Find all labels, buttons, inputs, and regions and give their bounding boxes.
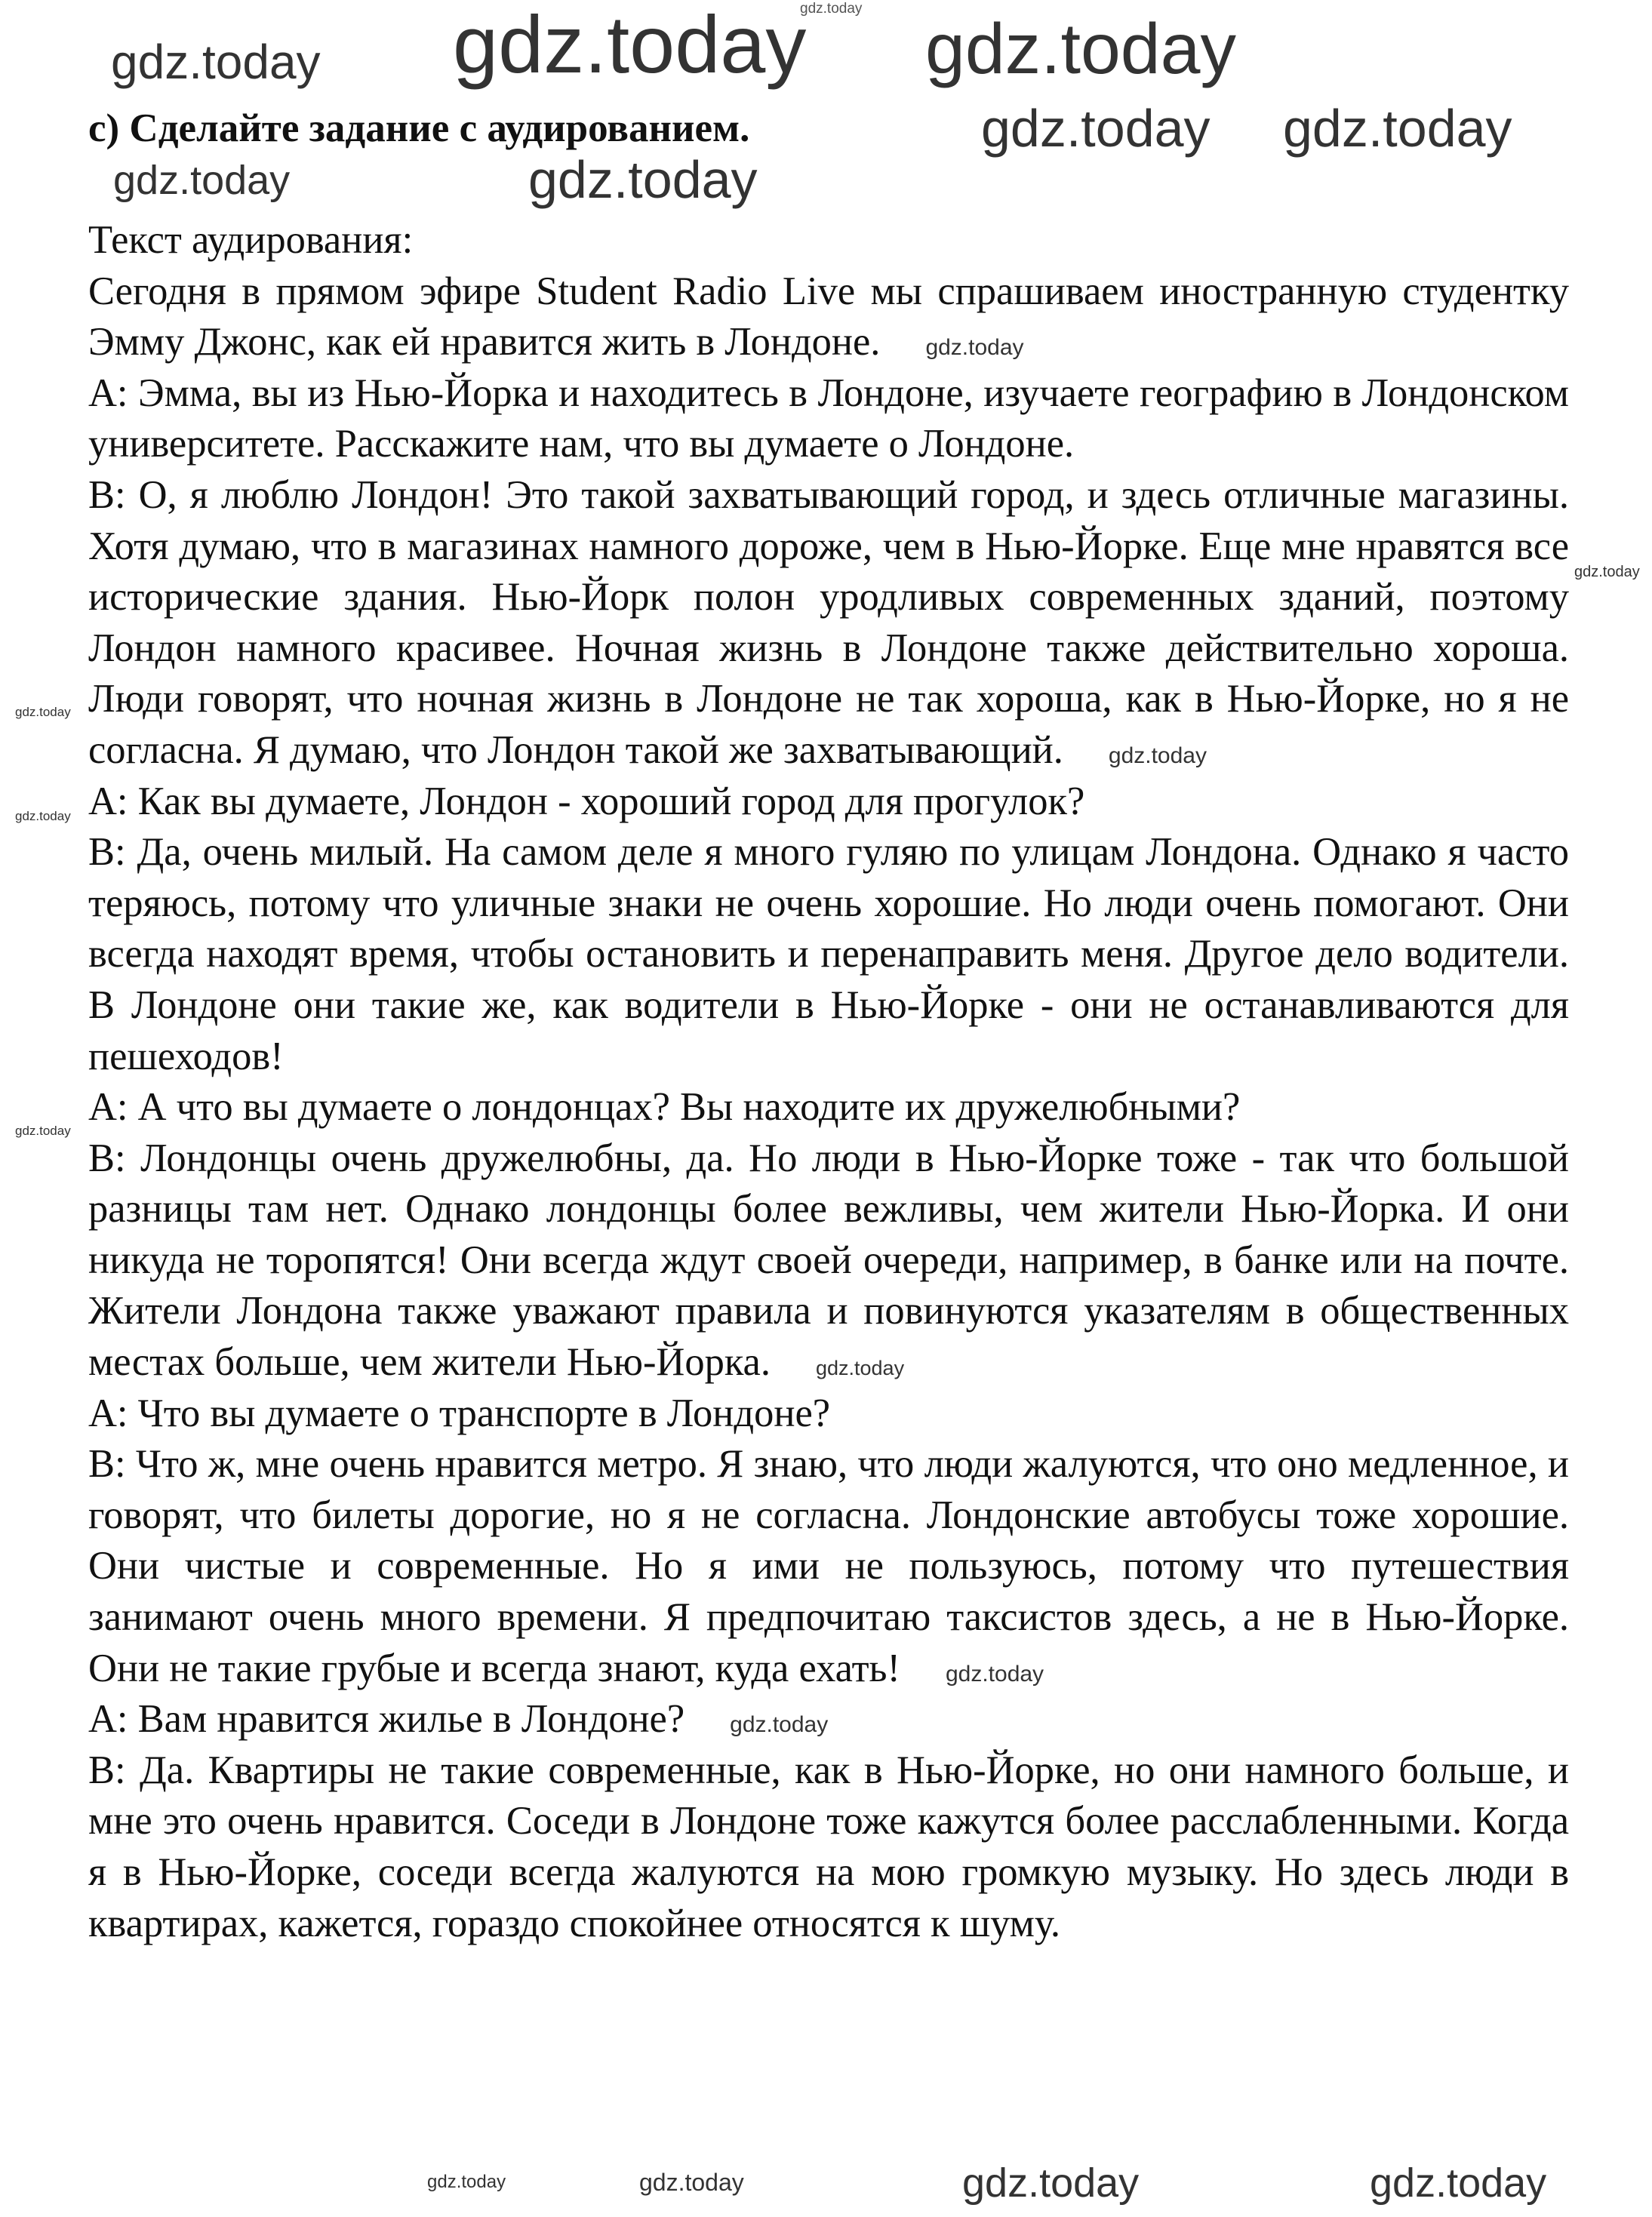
dialogue-line xyxy=(88,1082,1569,1133)
paragraph-text: А: Вам нравится жилье в Лондоне? xyxy=(88,1697,685,1742)
watermark: gdz.today xyxy=(945,1661,1044,1687)
watermark: gdz.today xyxy=(639,2169,744,2196)
watermark: gdz.today xyxy=(427,2172,506,2192)
watermark: gdz.today xyxy=(800,1,863,17)
watermark: gdz.today xyxy=(962,2160,1140,2206)
watermark: gdz.today xyxy=(453,0,807,90)
watermark: gdz.today xyxy=(815,1357,905,1380)
paragraph-text: В: Да, очень милый. На самом деле я много гуляю по улицам Лондона. Однако я часто теряюсь, потому что уличные знаки не очень хорошие. Но люди очень помогают. Они всегда находят время, чтобы остановить и перенаправить меня. Другое дело водители. В Лондоне они такие же, как водители в Нью-Йорке - они не останавливаются для пешеходов! xyxy=(88,830,1569,1078)
watermark: gdz.today xyxy=(15,809,71,823)
watermark: gdz.today xyxy=(981,99,1211,158)
watermark: gdz.today xyxy=(15,705,71,719)
dialogue-line xyxy=(88,1388,1569,1440)
transcript-title: Текст аудирования: xyxy=(88,218,414,262)
watermark: gdz.today xyxy=(111,35,321,89)
dialogue-line xyxy=(88,470,1569,776)
transcript xyxy=(88,215,1569,1949)
watermark: gdz.today xyxy=(15,1124,71,1138)
watermark: gdz.today xyxy=(113,158,291,203)
paragraph-text: В: Лондонцы очень дружелюбны, да. Но люди в Нью-Йорке тоже - так что большой разницы там нет. Однако лондонцы более вежливы, чем жители Нью-Йорка. И они никуда не торопятся! Они всегда ждут своей очереди, например, в банке или на почте. Жители Лондона также уважают правила и повинуются указателям в общественных местах больше, чем жители Нью-Йорка. xyxy=(88,1136,1569,1385)
paragraph-text: А: Что вы думаете о транспорте в Лондоне? xyxy=(88,1391,831,1435)
dialogue-line xyxy=(88,1133,1569,1388)
dialogue-line xyxy=(88,1745,1569,1949)
paragraph-text: Сегодня в прямом эфире Student Radio Live мы спрашиваем иностранную студентку Эмму Джонс, как ей нравится жить в Лондоне. xyxy=(88,269,1569,364)
task-heading: с) Сделайте задание с аудированием. xyxy=(88,106,750,150)
paragraph-text: В: Да. Квартиры не такие современные, как в Нью-Йорке, но они намного больше, и мне это очень нравится. Соседи в Лондоне тоже кажутся более расслабленными. Когда я в Нью-Йорке, соседи всегда жалуются на мою громкую музыку. Но здесь люди в квартирах, кажется, гораздо спокойнее относятся к шуму. xyxy=(88,1748,1569,1945)
paragraph-text: В: Что ж, мне очень нравится метро. Я знаю, что люди жалуются, что оно медленное, и говорят, что билеты дорогие, но я не согласна. Лондонские автобусы тоже хорошие. Они чистые и современные. Но я ими не пользуюсь, потому что путешествия занимают очень много времени. Я предпочитаю таксистов здесь, а не в Нью-Йорке. Они не такие грубые и всегда знают, куда ехать! xyxy=(88,1442,1569,1690)
watermark: gdz.today xyxy=(925,9,1236,89)
watermark: gdz.today xyxy=(730,1712,829,1738)
paragraph-text: В: О, я люблю Лондон! Это такой захватывающий город, и здесь отличные магазины. Хотя думаю, что в магазинах намного дороже, чем в Нью-Йорке. Еще мне нравятся все исторические здания. Нью-Йорк полон уродливых современных зданий, поэтому Лондон намного красивее. Ночная жизнь в Лондоне также действительно хороша. Люди говорят, что ночная жизнь в Лондоне не так хороша, как в Нью-Йорке, но я не согласна. Я думаю, что Лондон такой же захватывающий. xyxy=(88,472,1569,772)
dialogue-line xyxy=(88,827,1569,1082)
watermark: gdz.today xyxy=(1574,564,1640,580)
intro-paragraph xyxy=(88,266,1569,368)
dialogue-line xyxy=(88,1694,1569,1745)
watermark: gdz.today xyxy=(528,150,758,209)
dialogue-line xyxy=(88,776,1569,828)
paragraph-text: А: Как вы думаете, Лондон - хороший город для прогулок? xyxy=(88,779,1085,823)
paragraph-text: А: А что вы думаете о лондонцах? Вы находите их дружелюбными? xyxy=(88,1085,1241,1130)
watermark: gdz.today xyxy=(1283,99,1512,158)
watermark: gdz.today xyxy=(1108,743,1207,768)
dialogue-line xyxy=(88,368,1569,470)
dialogue-line xyxy=(88,1439,1569,1694)
watermark: gdz.today xyxy=(1370,2160,1547,2206)
paragraph-text: А: Эмма, вы из Нью-Йорка и находитесь в Лондоне, изучаете географию в Лондонском университете. Расскажите нам, что вы думаете о Лондоне. xyxy=(88,371,1569,466)
watermark: gdz.today xyxy=(925,335,1024,361)
